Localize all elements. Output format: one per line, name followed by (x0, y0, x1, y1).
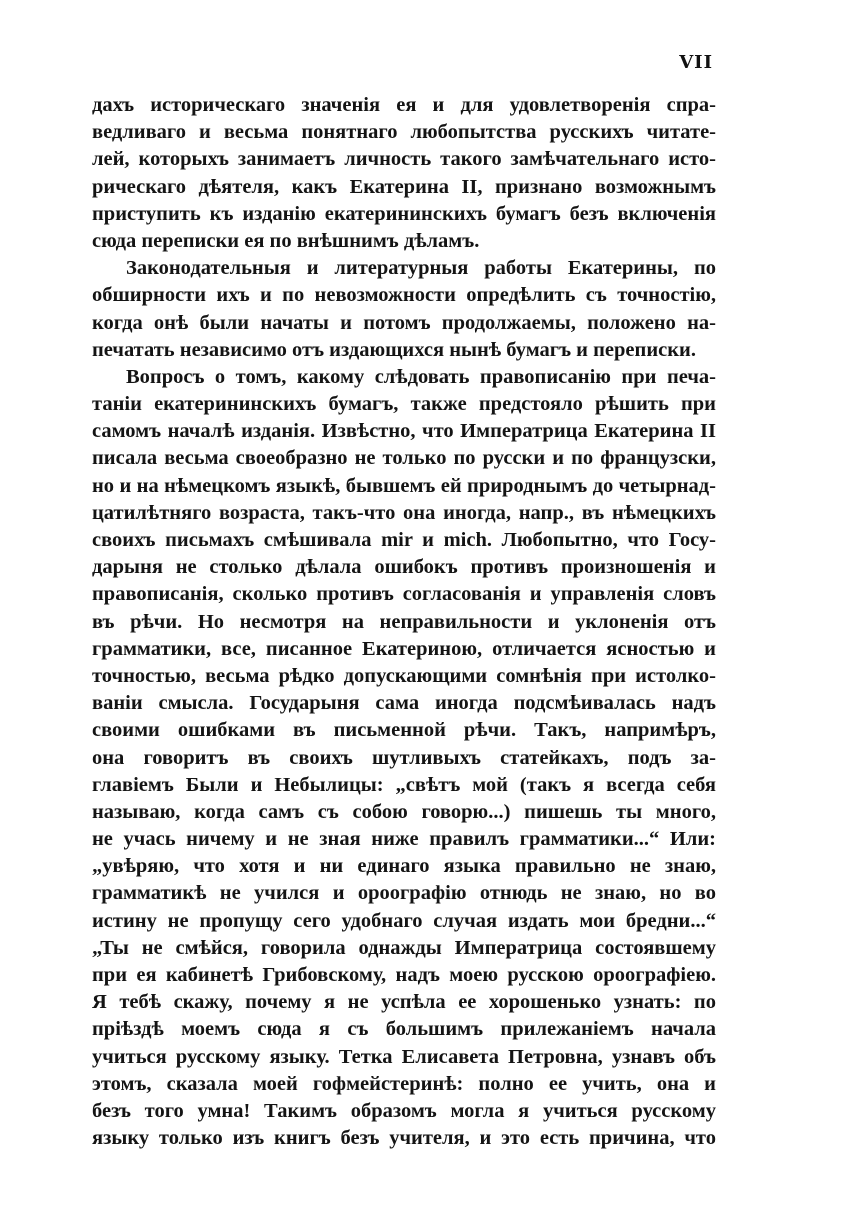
text-line: лей, которыхъ занимаетъ личность такого замѣчательнаго исто- (92, 148, 716, 171)
text-line: въ рѣчи. Но несмотря на неправильности и уклоненія отъ (92, 610, 716, 633)
text-line: она говоритъ въ своихъ шутливыхъ статейкахъ, подъ за- (92, 746, 716, 769)
text-line: дахъ историческаго значенія ея и для удовлетворенія спра- (92, 94, 716, 116)
text-line: пріѣздѣ моемъ сюда я съ большимъ прилежаніемъ начала (92, 1018, 716, 1041)
text-line: когда онѣ были начаты и потомъ продолжаемы, положено на- (92, 311, 716, 334)
paragraph (92, 364, 716, 1152)
text-line: главіемъ Были и Небылицы: „свѣтъ мой (такъ я всегда себя (92, 773, 716, 796)
text-line: не учась ничему и не зная ниже правилъ грамматики...“ Или: (92, 828, 716, 851)
text-line: печатать независимо отъ издающихся нынѣ бумагъ и переписки. (92, 338, 696, 361)
text-line: при ея кабинетѣ Грибовскому, надъ моею русскою ороографіею. (92, 964, 716, 986)
text-line: самомъ началѣ изданія. Извѣстно, что Императрица Екатерина II (92, 420, 716, 443)
text-line: Вопросъ о томъ, какому слѣдовать правописанію при печа- (126, 365, 716, 388)
text-line: правописанія, сколько противъ согласованія и управленія словъ (92, 583, 716, 606)
text-line: грамматикѣ не учился и ороографію отнюдь не знаю, но во (92, 882, 716, 905)
text-line: учиться русскому языку. Тетка Елисавета Петровна, узнавъ объ (92, 1045, 716, 1068)
text-line: этомъ, сказала моей гофмейстеринѣ: полно ее учить, она и (92, 1072, 716, 1095)
text-line: грамматики, все, писанное Екатериною, отличается ясностью и (92, 637, 716, 660)
text-line: таніи екатерининскихъ бумагъ, также предстояло рѣшить при (92, 393, 716, 416)
text-line: своихъ письмахъ смѣшивала mir и mich. Любопытно, что Госу- (92, 529, 716, 551)
text-line: „увѣряю, что хотя и ни единаго языка правильно не знаю, (92, 855, 716, 878)
text-line: Законодательныя и литературныя работы Екатерины, по (126, 257, 716, 280)
text-line: обширности ихъ и по невозможности опредѣлить съ точностію, (92, 284, 716, 307)
text-line: ведливаго и весьма понятнаго любопытства русскихъ читате- (92, 121, 716, 144)
text-line: дарыня не столько дѣлала ошибокъ противъ произношенія и (92, 556, 716, 579)
text-line: безъ того умна! Такимъ образомъ могла я учиться русскому (92, 1099, 716, 1122)
text-line: цатилѣтняго возраста, такъ-что она иногда, напр., въ нѣмецкихъ (92, 501, 716, 524)
text-line: приступить къ изданію екатерининскихъ бумагъ безъ включенія (92, 202, 716, 225)
text-line: точностью, весьма рѣдко допускающими сомнѣнія при истолко- (92, 664, 716, 687)
body-text (92, 92, 716, 1152)
text-line: называю, когда самъ съ собою говорю...) пишешь ты много, (92, 800, 716, 823)
text-line: но и на нѣмецкомъ языкѣ, бывшемъ ей природнымъ до четырнад- (92, 474, 716, 497)
text-line: языку только изъ книгъ безъ учителя, и это есть причина, что (92, 1127, 716, 1150)
text-line: рическаго дѣятеля, какъ Екатерина II, признано возможнымъ (92, 175, 716, 198)
paragraph (92, 92, 716, 255)
text-line: писала весьма своеобразно не только по русски и по французски, (92, 447, 716, 470)
text-line: Я тебѣ скажу, почему я не успѣла ее хорошенько узнать: по (92, 991, 716, 1014)
text-line: ваніи смысла. Государыня сама иногда подсмѣивалась надъ (92, 692, 716, 715)
text-line: истину не пропущу сего удобнаго случая издать мои бредни...“ (92, 909, 716, 932)
text-line: своими ошибками въ письменной рѣчи. Такъ, напримѣръ, (92, 719, 716, 742)
text-line: „Ты не смѣйся, говорила однажды Императрица состоявшему (92, 936, 716, 959)
page-number: VII (679, 52, 713, 73)
paragraph (92, 255, 716, 364)
text-line: сюда переписки ея по внѣшнимъ дѣламъ. (92, 229, 480, 252)
